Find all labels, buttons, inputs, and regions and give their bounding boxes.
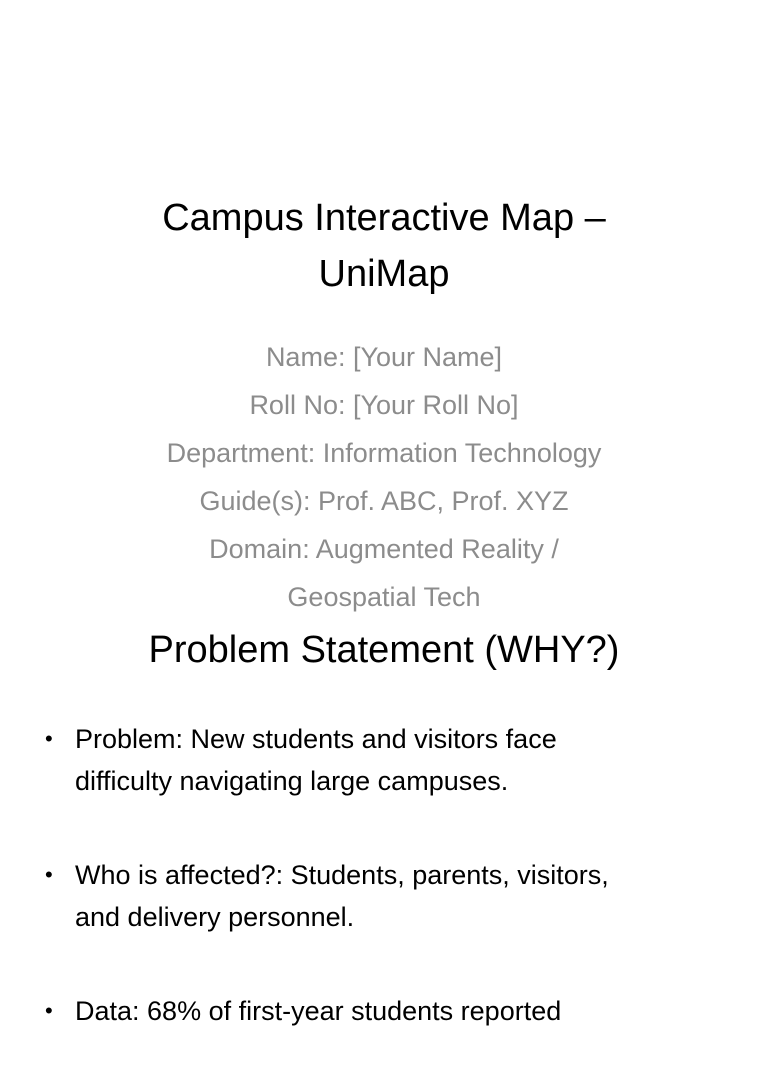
bullet-text-line-1: Data: 68% of first-year students reported	[75, 996, 562, 1026]
bullet-item-data	[45, 990, 735, 1032]
domain-line-continued: Geospatial Tech	[287, 582, 481, 612]
roll-no-line: Roll No: [Your Roll No]	[249, 390, 519, 420]
problem-statement-slide	[0, 576, 768, 1024]
name-line: Name: [Your Name]	[265, 342, 503, 372]
bullet-item-affected	[45, 854, 735, 938]
department-line: Department: Information Technology	[166, 438, 602, 468]
bullet-text-line-2: and delivery personnel.	[75, 902, 355, 932]
bullet-text-line-1: Problem: New students and visitors face	[75, 724, 557, 754]
slide-heading: Problem Statement (WHY?)	[148, 629, 620, 671]
bullet-text-line-2: difficulty navigating large campuses.	[75, 766, 509, 796]
bullet-list	[45, 718, 735, 1084]
slide-title-line-1: Campus Interactive Map –	[162, 197, 606, 239]
bullet-item-problem	[45, 718, 735, 802]
slide-title-line-2: UniMap	[318, 253, 450, 295]
bullet-text-line-1: Who is affected?: Students, parents, visitors,	[75, 860, 609, 890]
bullet-icon: •	[45, 998, 53, 1023]
slide-title	[60, 190, 708, 302]
slide-subtitle	[60, 333, 708, 612]
domain-line: Domain: Augmented Reality /	[209, 534, 559, 564]
bullet-icon: •	[45, 726, 53, 751]
bullet-icon: •	[45, 862, 53, 887]
guides-line: Guide(s): Prof. ABC, Prof. XYZ	[199, 486, 569, 516]
